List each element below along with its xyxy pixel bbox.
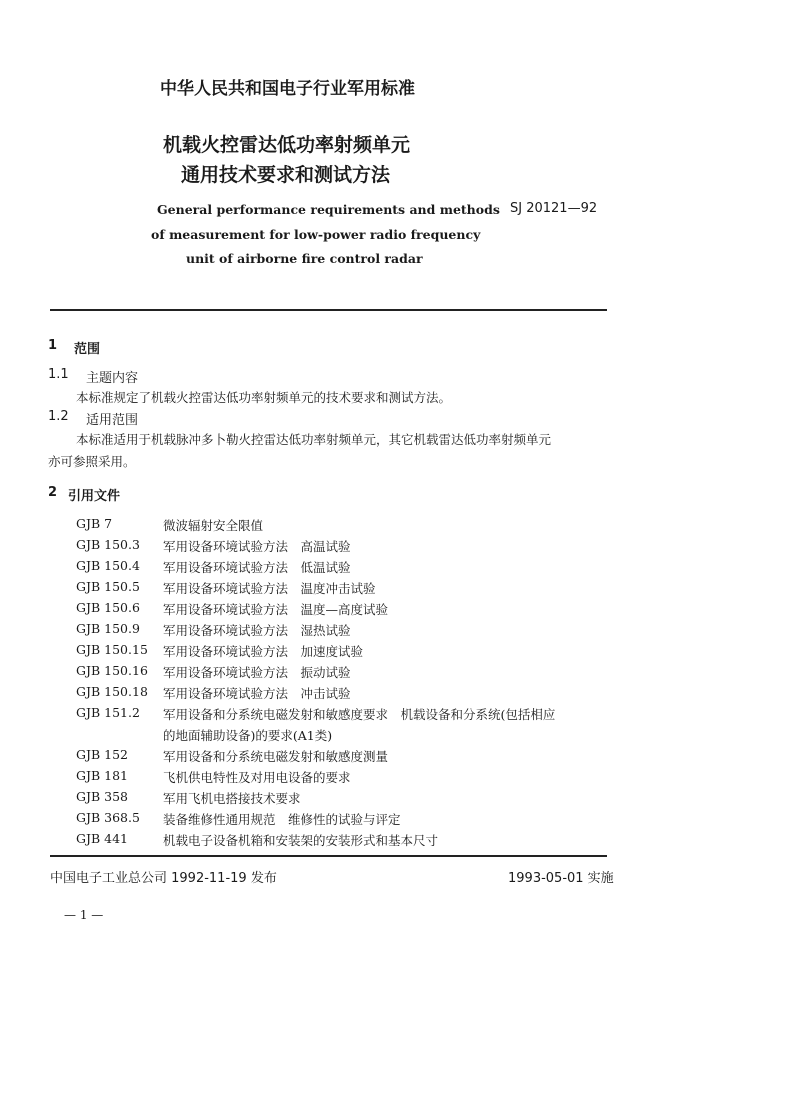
reference-title: 军用设备环境试验方法 振动试验 bbox=[163, 665, 351, 680]
section-2-title: 引用文件 bbox=[68, 489, 121, 504]
standard-code: SJ 20121—92 bbox=[510, 201, 598, 216]
english-title-line1: General performance requirements and methods bbox=[157, 202, 500, 217]
reference-code: GJB 151.2 bbox=[76, 705, 140, 720]
reference-title: 军用设备环境试验方法 温度冲击试验 bbox=[163, 581, 376, 596]
effective-date: 1993-05-01 实施 bbox=[508, 871, 614, 886]
reference-title: 军用设备环境试验方法 高温试验 bbox=[163, 539, 351, 554]
english-title-line3: unit of airborne fire control radar bbox=[186, 251, 423, 266]
reference-code: GJB 150.9 bbox=[76, 621, 140, 636]
section-1-2-body-line1: 本标准适用于机载脉冲多卜勒火控雷达低功率射频单元，其它机载雷达低功率射频单元 bbox=[76, 432, 552, 447]
reference-code: GJB 150.18 bbox=[76, 684, 148, 699]
reference-code: GJB 358 bbox=[76, 789, 129, 804]
reference-title: 军用设备环境试验方法 冲击试验 bbox=[163, 686, 351, 701]
reference-code: GJB 152 bbox=[76, 747, 129, 762]
section-1-2-body-line2: 亦可参照采用。 bbox=[48, 454, 136, 469]
footer-divider bbox=[50, 855, 607, 857]
section-1-number: 1 bbox=[48, 338, 58, 353]
reference-code: GJB 150.16 bbox=[76, 663, 148, 678]
section-1-1-number: 1.1 bbox=[48, 367, 69, 382]
issuing-body-title: 中华人民共和国电子行业军用标准 bbox=[160, 79, 415, 99]
reference-title: 微波辐射安全限值 bbox=[163, 518, 264, 533]
document-title-line1: 机载火控雷达低功率射频单元 bbox=[163, 134, 411, 156]
reference-title: 机载电子设备机箱和安装架的安装形式和基本尺寸 bbox=[163, 833, 439, 848]
reference-code: GJB 150.6 bbox=[76, 600, 140, 615]
section-2-number: 2 bbox=[48, 485, 58, 500]
reference-title: 军用设备和分系统电磁发射和敏感度测量 bbox=[163, 749, 389, 764]
reference-code: GJB 7 bbox=[76, 516, 113, 531]
section-1-title: 范围 bbox=[74, 342, 101, 357]
header-divider bbox=[50, 309, 607, 311]
reference-code: GJB 368.5 bbox=[76, 810, 140, 825]
section-1-1-title: 主题内容 bbox=[86, 371, 139, 386]
reference-code: GJB 150.15 bbox=[76, 642, 148, 657]
reference-title: 军用设备环境试验方法 温度—高度试验 bbox=[163, 602, 389, 617]
section-1-1-body: 本标准规定了机载火控雷达低功率射频单元的技术要求和测试方法。 bbox=[76, 390, 452, 405]
section-1-2-title: 适用范围 bbox=[86, 413, 139, 428]
reference-title: 飞机供电特性及对用电设备的要求 bbox=[163, 770, 351, 785]
section-1-2-number: 1.2 bbox=[48, 409, 69, 424]
reference-code: GJB 150.5 bbox=[76, 579, 140, 594]
reference-title: 军用设备环境试验方法 湿热试验 bbox=[163, 623, 351, 638]
english-title-line2: of measurement for low-power radio frequency bbox=[151, 227, 481, 242]
reference-code: GJB 181 bbox=[76, 768, 129, 783]
reference-code: GJB 441 bbox=[76, 831, 129, 846]
issue-date: 中国电子工业总公司 1992-11-19 发布 bbox=[50, 871, 277, 886]
reference-title: 军用设备环境试验方法 低温试验 bbox=[163, 560, 351, 575]
reference-title: 装备维修性通用规范 维修性的试验与评定 bbox=[163, 812, 401, 827]
reference-code: GJB 150.3 bbox=[76, 537, 140, 552]
page-number: — 1 — bbox=[64, 908, 104, 922]
reference-title-continued: 的地面辅助设备)的要求(A1类) bbox=[163, 728, 333, 743]
reference-code: GJB 150.4 bbox=[76, 558, 140, 573]
document-title-line2: 通用技术要求和测试方法 bbox=[181, 164, 391, 186]
reference-title: 军用设备环境试验方法 加速度试验 bbox=[163, 644, 364, 659]
reference-title: 军用设备和分系统电磁发射和敏感度要求 机载设备和分系统(包括相应 bbox=[163, 707, 556, 722]
reference-title: 军用飞机电搭接技术要求 bbox=[163, 791, 301, 806]
